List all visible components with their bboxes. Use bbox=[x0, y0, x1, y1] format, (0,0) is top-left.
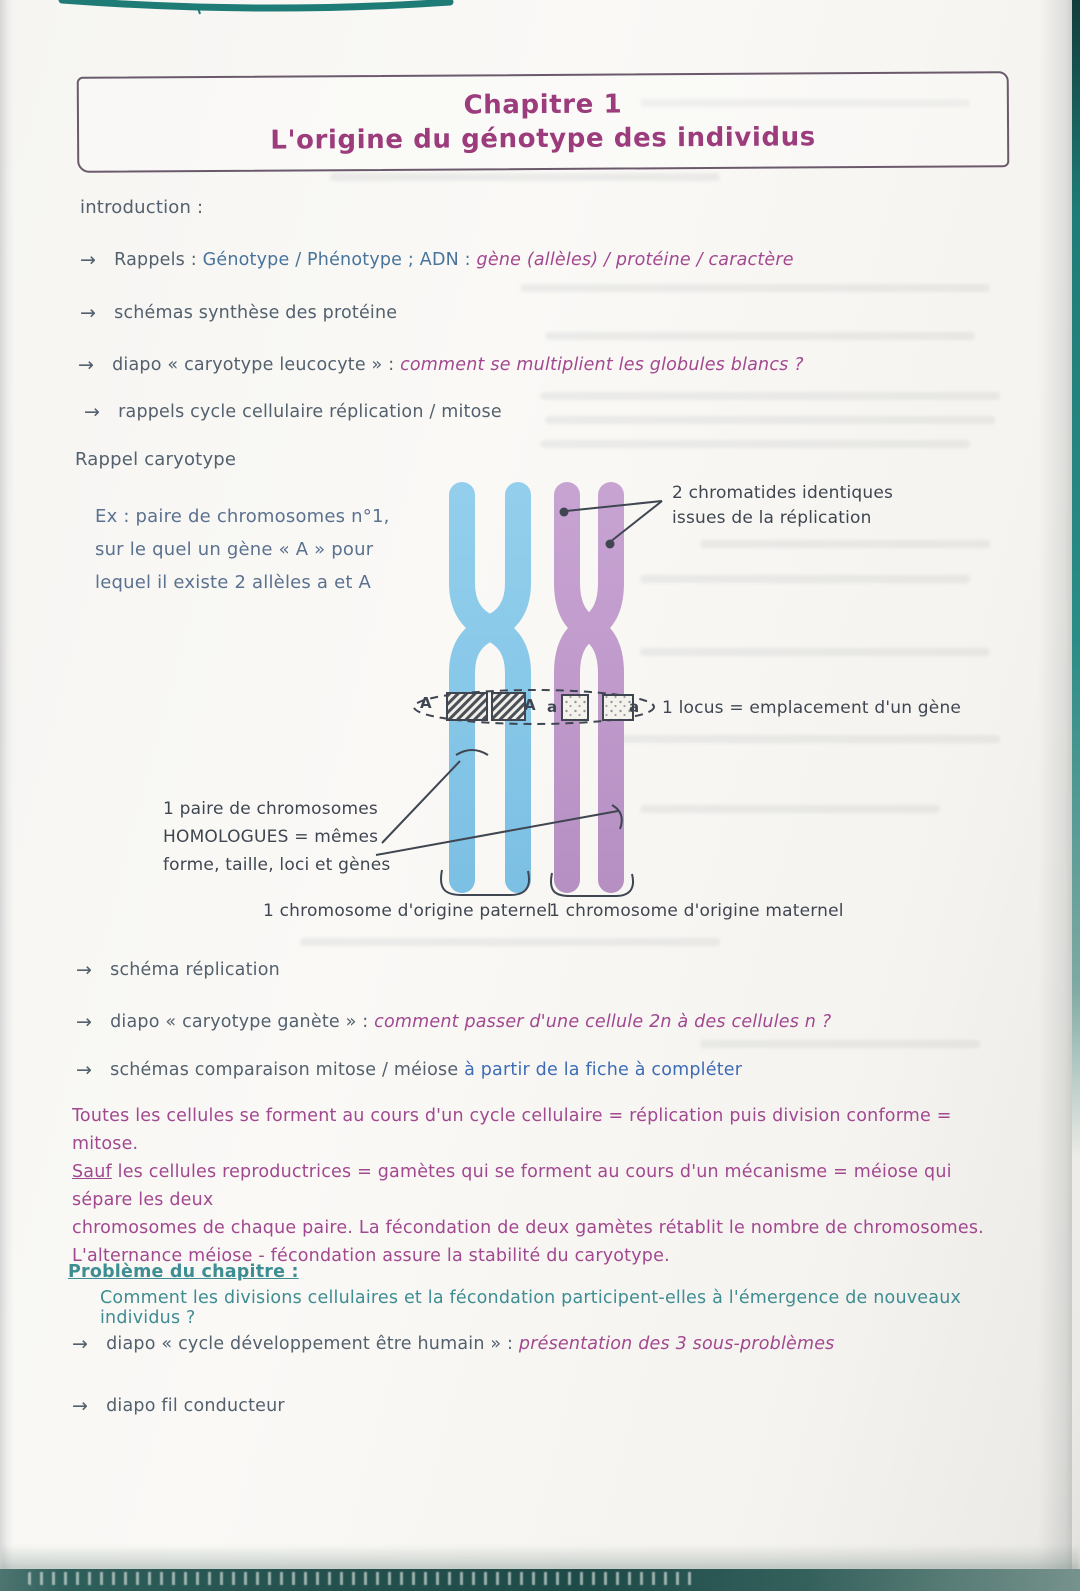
bullet-text: diapo « cycle développement être humain » : bbox=[106, 1334, 519, 1354]
binder-top-edge bbox=[58, 0, 458, 16]
gene-box-hatched bbox=[492, 693, 525, 720]
example-line: sur le quel un gène « A » pour bbox=[95, 539, 374, 560]
homologues-pointer-lines bbox=[376, 750, 622, 855]
gene-box-dotted bbox=[562, 695, 588, 720]
label-maternal: 1 chromosome d'origine maternel bbox=[549, 901, 844, 921]
arrow-icon: → bbox=[80, 249, 97, 271]
arrow-icon: → bbox=[76, 1059, 93, 1081]
bullet-text: gène (allèles) / protéine / caractère bbox=[476, 250, 794, 270]
bullet-item-diapo-fil bbox=[72, 1396, 285, 1416]
binder-right-edge bbox=[1072, 0, 1080, 1160]
binder-spiral-ticks bbox=[28, 1572, 698, 1585]
label-line: issues de la réplication bbox=[672, 508, 872, 528]
problem-heading: Problème du chapitre : bbox=[68, 1262, 299, 1282]
bullet-text: Génotype / Phénotype ; ADN : bbox=[202, 250, 477, 270]
blue-chromosome bbox=[462, 495, 518, 880]
bleedthrough-line bbox=[540, 440, 970, 448]
bullet-item-rappels bbox=[80, 250, 794, 270]
chapter-number: Chapitre 1 bbox=[463, 89, 623, 121]
bleedthrough-line bbox=[330, 173, 720, 181]
bullet-text: rappels cycle cellulaire réplication / mitose bbox=[118, 402, 502, 422]
chromatid bbox=[589, 495, 611, 880]
arrow-icon: → bbox=[76, 1011, 93, 1033]
problem-question: Comment les divisions cellulaires et la fécondation participent-elles à l'émergence de nouveaux individus ? bbox=[100, 1288, 962, 1328]
binder-bottom-edge bbox=[0, 1569, 1080, 1591]
label-line: 1 paire de chromosomes bbox=[163, 799, 378, 819]
allele-label-A: A bbox=[420, 694, 432, 712]
arrow-icon: → bbox=[80, 302, 97, 324]
summary-emphasis: Sauf bbox=[72, 1162, 112, 1182]
label-paternal: 1 chromosome d'origine paternel bbox=[263, 901, 552, 921]
page-title: L'origine du génotype des individus bbox=[270, 122, 816, 156]
bullet-item-diapo-cycle-dev bbox=[72, 1334, 835, 1354]
example-line: lequel il existe 2 allèles a et A bbox=[95, 572, 372, 593]
bleedthrough-line bbox=[545, 332, 975, 340]
bullet-text: diapo « caryotype ganète » : bbox=[110, 1012, 375, 1032]
bullet-item-schemas-comparaison bbox=[76, 1060, 742, 1080]
label-line: HOMOLOGUES = mêmes bbox=[163, 827, 379, 847]
summary-line: chromosomes de chaque paire. La fécondation de deux gamètes rétablit le nombre de chromosomes. bbox=[72, 1218, 984, 1238]
label-chromatides bbox=[672, 481, 893, 531]
arrow-icon: → bbox=[78, 354, 95, 376]
bullet-text: comment se multiplient les globules blancs ? bbox=[400, 355, 804, 375]
allele-label-A: A bbox=[524, 696, 536, 714]
arrow-icon: → bbox=[84, 401, 101, 423]
page-edge-shadow-right bbox=[1038, 0, 1072, 1591]
summary-line: L'alternance méiose - fécondation assure la stabilité du caryotype. bbox=[72, 1246, 670, 1266]
allele-label-a: a bbox=[629, 698, 640, 716]
bullet-item-diapo-ganete bbox=[76, 1012, 831, 1032]
bullet-text: Rappels : bbox=[114, 250, 203, 270]
page-edge-shadow-left bbox=[0, 0, 14, 1591]
bullet-text: schémas comparaison mitose / méiose bbox=[110, 1060, 465, 1080]
summary-line: Toutes les cellules se forment au cours d'un cycle cellulaire = réplication puis division conforme = mitose. bbox=[72, 1106, 952, 1154]
chromatid bbox=[490, 495, 518, 880]
purple-chromosome bbox=[567, 495, 611, 880]
summary-line bbox=[72, 1158, 1002, 1214]
bleedthrough-line bbox=[300, 938, 720, 946]
bleedthrough-line bbox=[540, 392, 1000, 400]
label-line: 2 chromatides identiques bbox=[672, 483, 894, 503]
bullet-item-diapo-leucocyte bbox=[78, 355, 804, 375]
example-line: Ex : paire de chromosomes n°1, bbox=[95, 506, 390, 527]
chromatid bbox=[567, 495, 589, 880]
chromatid bbox=[462, 495, 490, 880]
bullet-text: à partir de la fiche à compléter bbox=[464, 1060, 743, 1080]
bullet-text: comment passer d'une cellule 2n à des cellules n ? bbox=[374, 1012, 832, 1032]
bullet-item-rappels-cycle bbox=[84, 402, 502, 422]
bullet-text: schéma réplication bbox=[110, 960, 280, 980]
arrow-icon: → bbox=[72, 1395, 89, 1417]
bleedthrough-line bbox=[700, 1040, 980, 1048]
label-homologues bbox=[163, 795, 391, 879]
bullet-item-schema-replication bbox=[76, 960, 280, 980]
summary-text: les cellules reproductrices = gamètes qui se forment au cours d'un mécanisme = méiose qui sépare les deux bbox=[72, 1162, 952, 1210]
bleedthrough-line bbox=[520, 284, 990, 292]
label-locus: 1 locus = emplacement d'un gène bbox=[662, 698, 962, 718]
summary-paragraph bbox=[72, 1102, 1002, 1270]
arrow-icon: → bbox=[72, 1333, 89, 1355]
arrow-icon: → bbox=[76, 959, 93, 981]
bullet-text: diapo « caryotype leucocyte » : bbox=[112, 355, 401, 375]
bullet-text: diapo fil conducteur bbox=[106, 1396, 285, 1416]
caryotype-heading: Rappel caryotype bbox=[75, 449, 237, 470]
bullet-item-schemas-synthese bbox=[80, 303, 397, 323]
allele-label-a: a bbox=[547, 698, 558, 716]
bleedthrough-line bbox=[545, 416, 995, 424]
intro-label: introduction : bbox=[80, 197, 204, 218]
label-line: forme, taille, loci et gènes bbox=[163, 855, 391, 875]
gene-box-hatched bbox=[447, 693, 487, 720]
chapter-title-box bbox=[77, 71, 1010, 173]
binder-bottom-blur bbox=[0, 1545, 1080, 1571]
bullet-text: présentation des 3 sous-problèmes bbox=[518, 1334, 835, 1354]
bullet-text: schémas synthèse des protéine bbox=[114, 303, 398, 323]
